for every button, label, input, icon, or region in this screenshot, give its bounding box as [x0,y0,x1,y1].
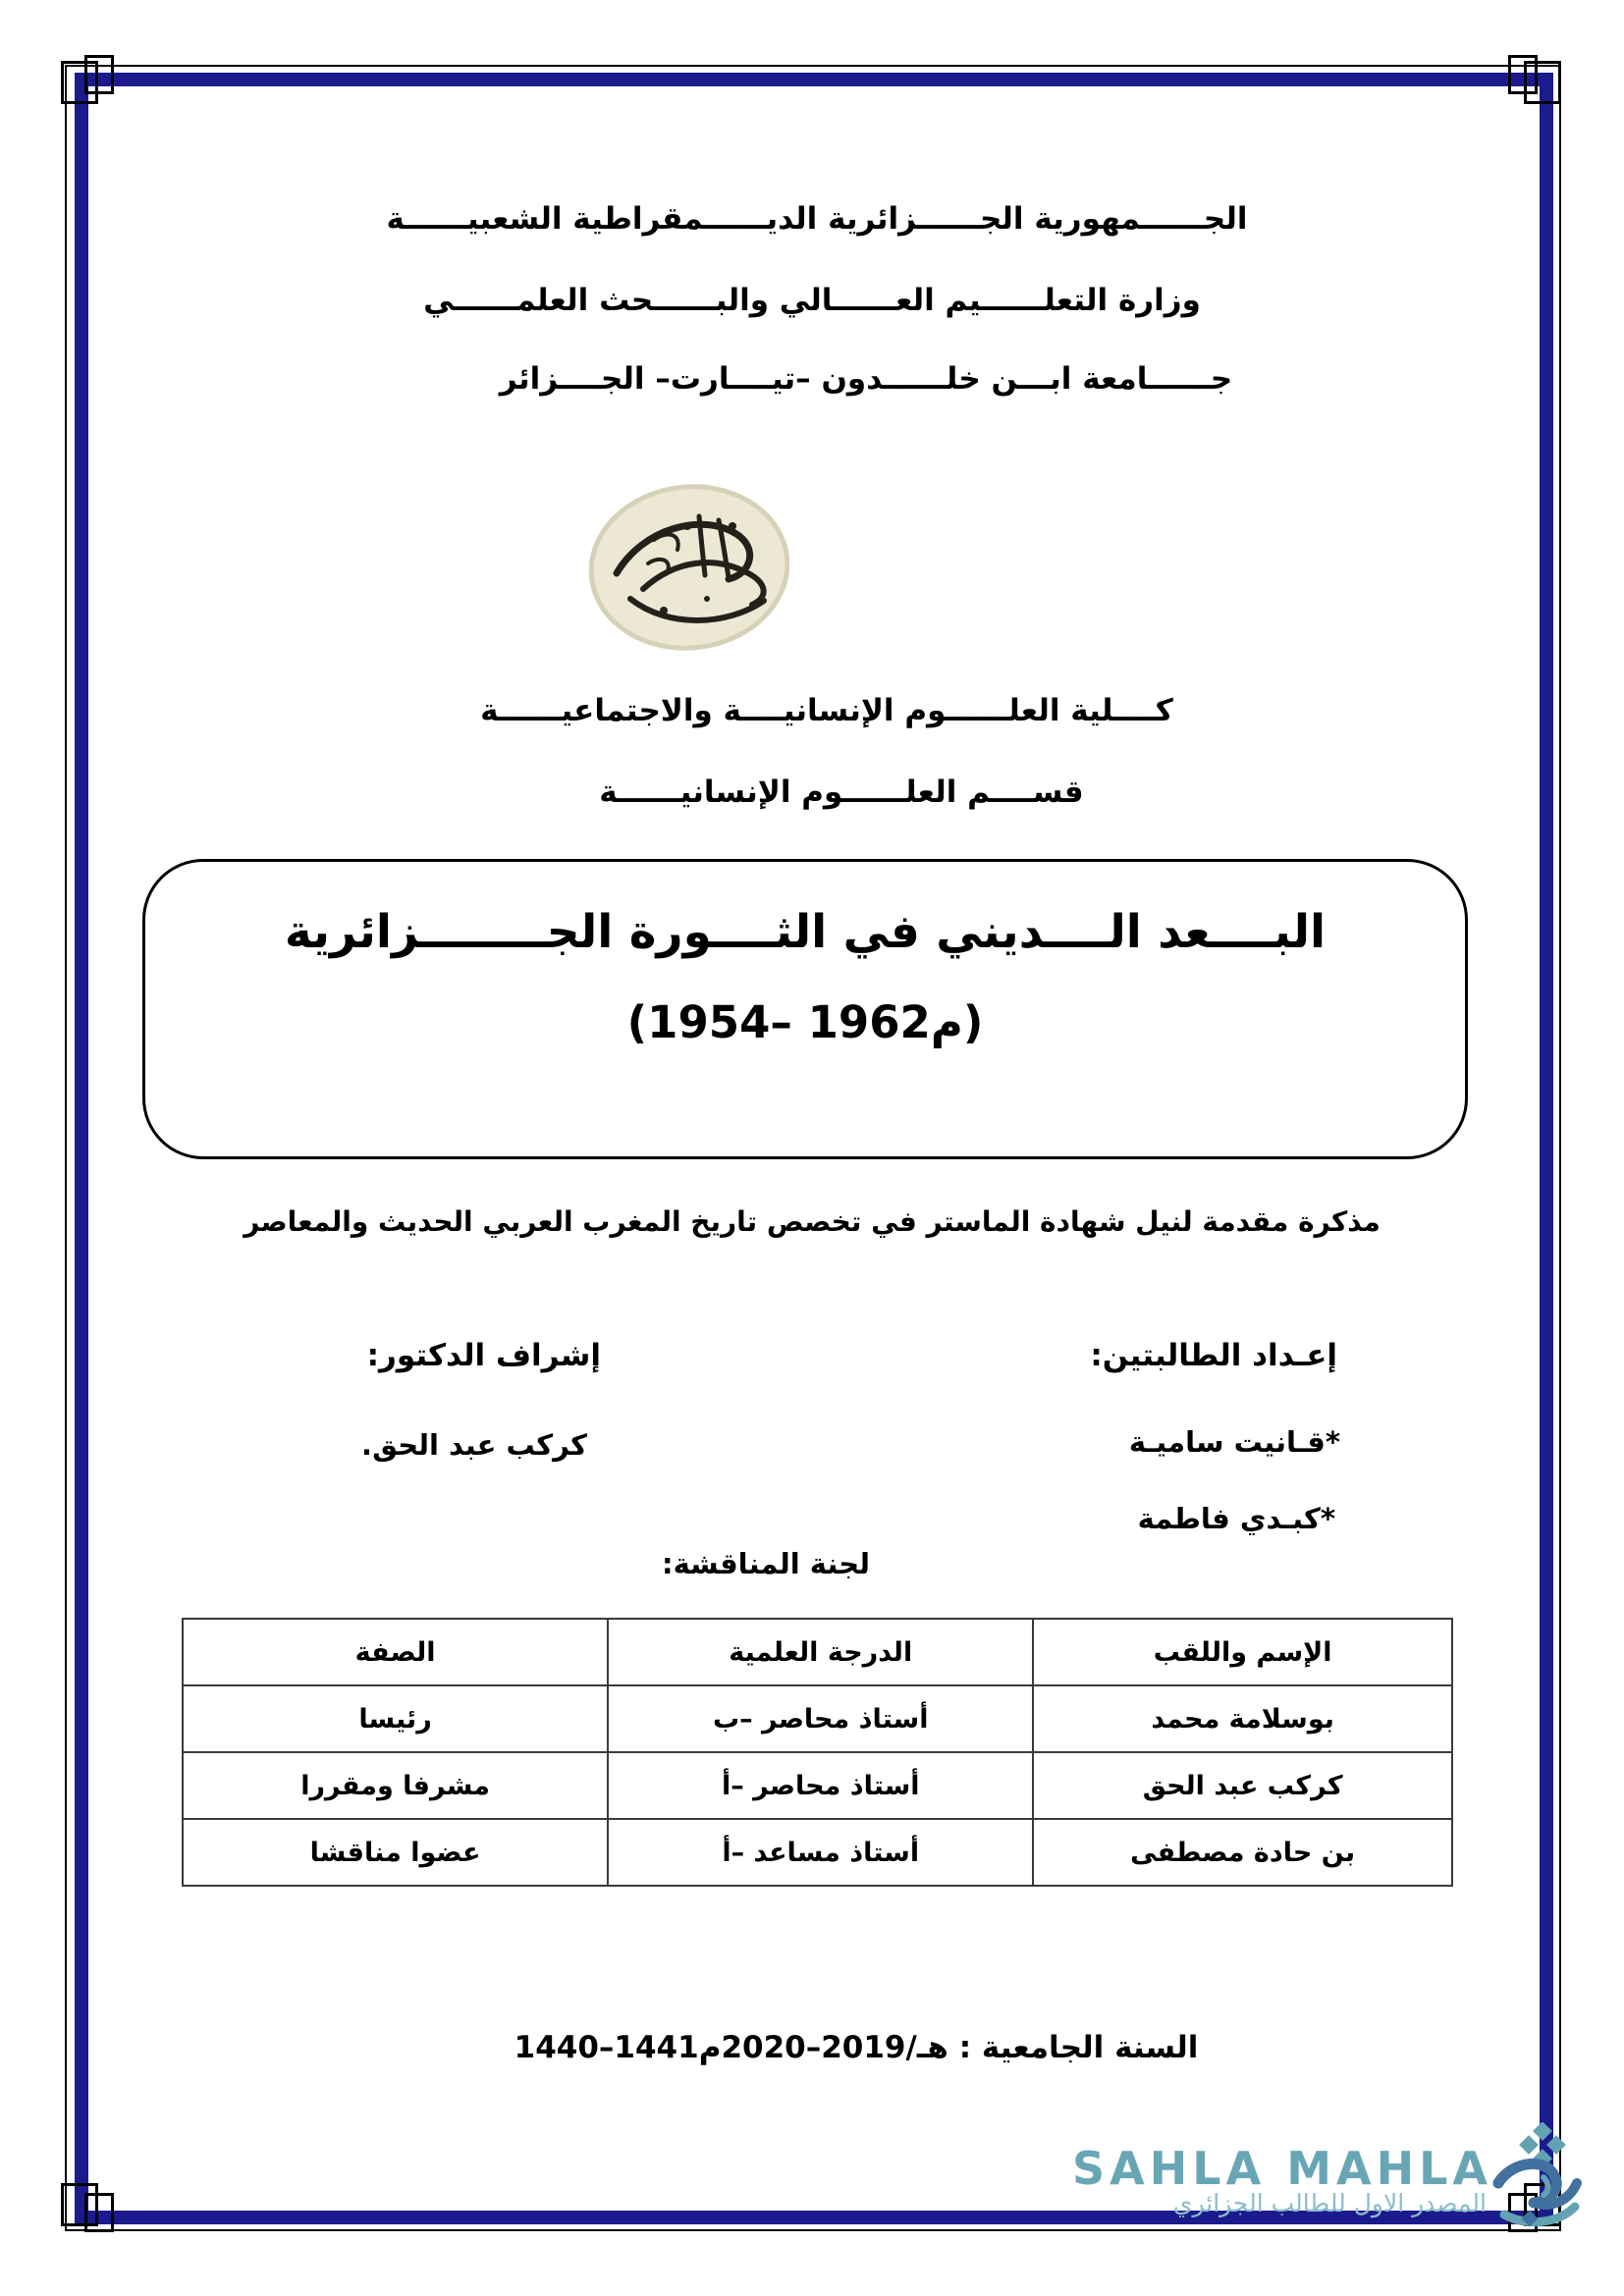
committee-caption: لجنة المناقشة: [662,1547,870,1580]
header-degree: الدرجة العلمية [608,1619,1033,1685]
member-role: عضوا مناقشا [183,1819,608,1886]
corner-ornament-bottom-left [59,2177,114,2232]
sahla-mahla-logo-icon [1485,2122,1587,2232]
university-seal-icon [589,483,789,652]
corner-ornament-top-right [1508,55,1563,110]
committee-row [183,1752,1452,1819]
member-degree: أستاذ محاصر –أ [608,1752,1033,1819]
header-name: الإسم واللقب [1033,1619,1452,1685]
students-heading: إعـداد الطالبتين: [1090,1338,1337,1373]
department-line: قســــم العلــــــوم الإنسانيــــــة [599,774,1084,810]
thesis-years: (1954– 1962م) [626,996,984,1048]
watermark-brand: SAHLA MAHLA [1072,2142,1492,2195]
supervisor-name: كركب عبد الحق. [361,1428,587,1462]
member-role: رئيسا [183,1685,608,1752]
committee-table [182,1618,1453,1887]
supervisor-heading: إشراف الدكتور: [366,1338,601,1373]
thesis-note: مذكرة مقدمة لنيل شهادة الماستر في تخصص تاريخ المغرب العربي الحديث والمعاصر [244,1205,1380,1238]
member-name: بن حادة مصطفى [1033,1819,1452,1886]
faculty-line: كــــلية العلــــــوم الإنسانيــــة والاجتماعيــــــة [480,693,1173,728]
student-name-1: *قـانيت ساميـة [1128,1425,1340,1459]
thesis-title-box [142,859,1468,1159]
committee-row [183,1685,1452,1752]
header-role: الصفة [183,1619,608,1685]
committee-row [183,1819,1452,1886]
corner-ornament-top-left [59,55,114,110]
watermark-tagline: المصدر الاول للطالب الجزائري [1172,2189,1487,2217]
ministry-line: وزارة التعلــــــيم العــــــالي والبــــــحث العلمــــــي [423,283,1201,318]
member-name: كركب عبد الحق [1033,1752,1452,1819]
student-name-2: *كبـدي فاطمة [1137,1502,1335,1535]
member-degree: أستاذ مساعد –أ [608,1819,1033,1886]
member-name: بوسلامة محمد [1033,1685,1452,1752]
academic-year [105,2030,1607,2065]
republic-line: الجــــــمهورية الجــــــزائرية الديــــــمقراطية الشعبيــــــة [386,201,1248,237]
university-line: جــــــامعة ابـــن خلــــــدون –تيــــارت– الجــــزائر [499,361,1233,397]
member-degree: أستاذ محاصر –ب [608,1685,1033,1752]
thesis-title: البــــعد الــــديني في الثــــورة الجــــــــزائرية [284,905,1326,959]
academic-year-value: 1440–1441هـ/2019–2020م [514,2030,948,2065]
committee-header-row [183,1619,1452,1685]
academic-year-label: السنة الجامعية : [947,2030,1199,2065]
member-role: مشرفا ومقررا [183,1752,608,1819]
